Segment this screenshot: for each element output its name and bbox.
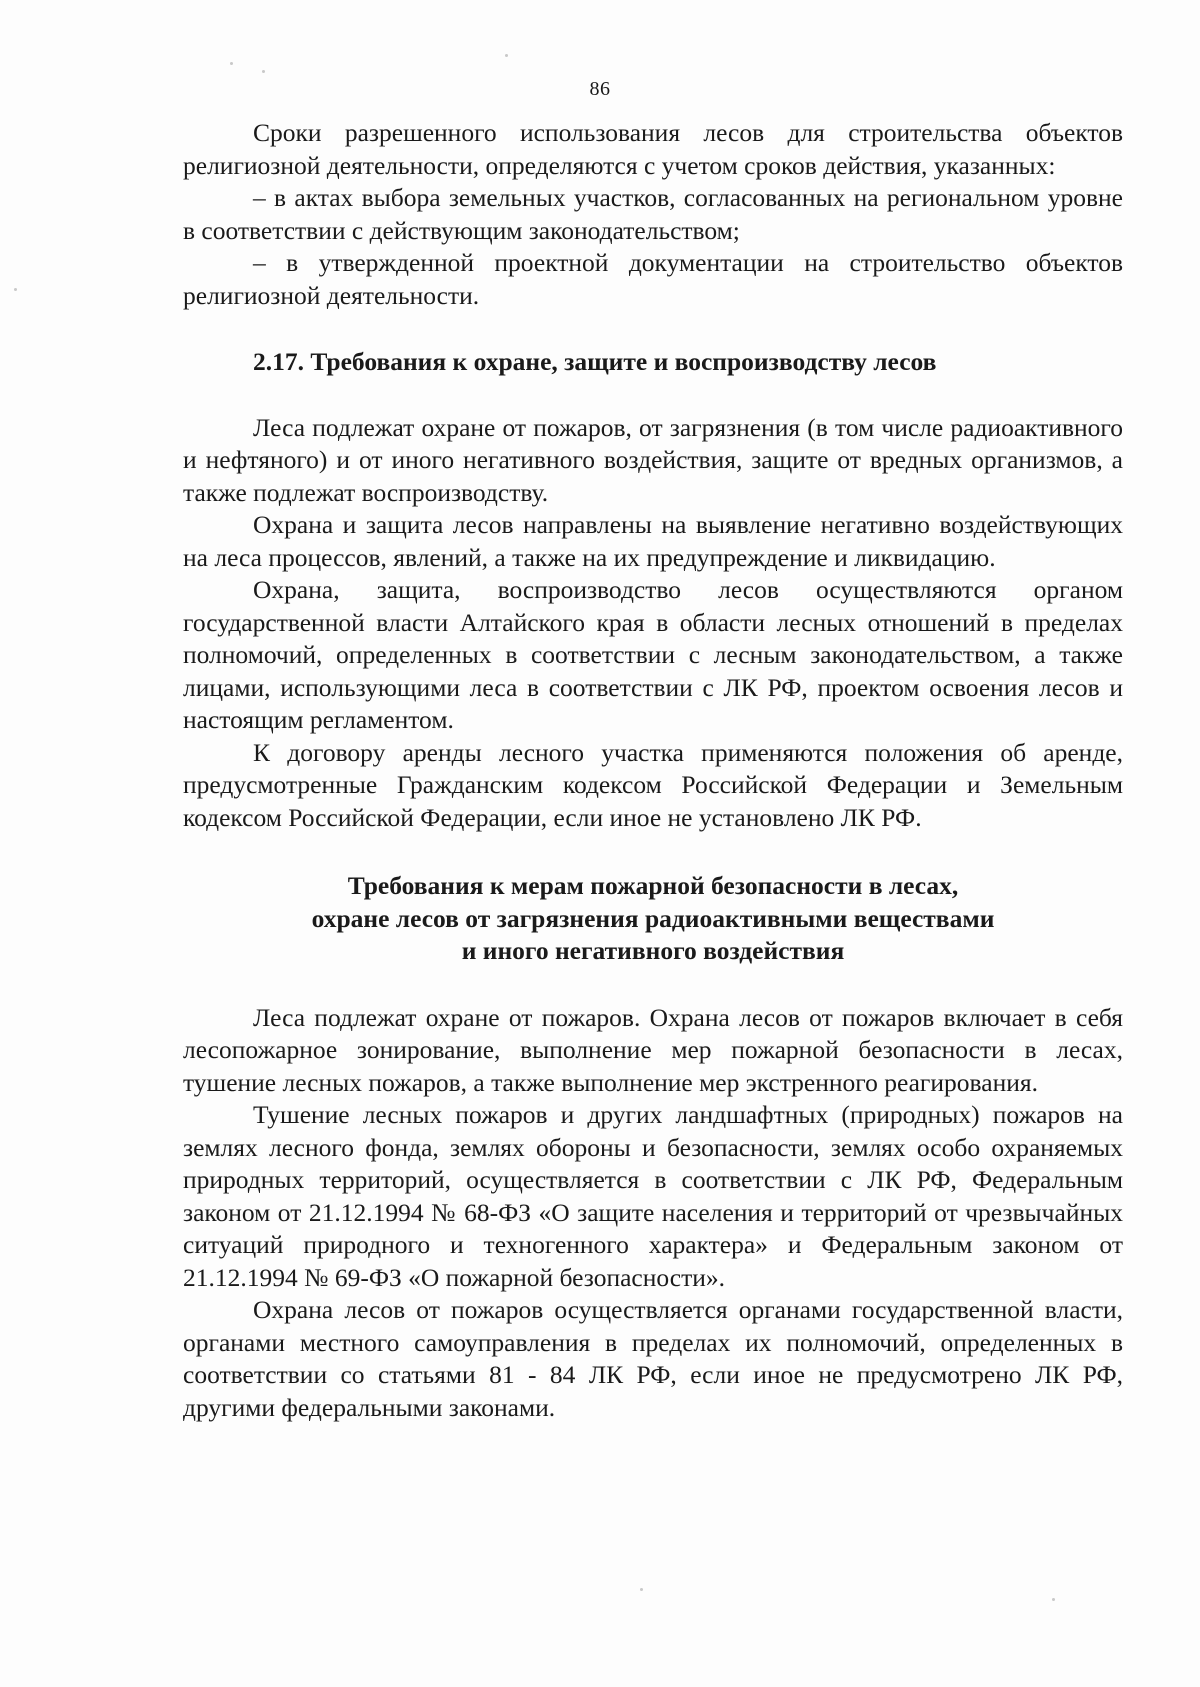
document-body (183, 117, 1123, 1424)
fire-safety-paragraph: Охрана лесов от пожаров осуществляется органами государственной власти, органами местного самоуправления в пределах их полномочий, определенных в соответствии со статьями 81 - 84 ЛК РФ, если иное не предусмотрено ЛК РФ, другими федеральными законами. (183, 1295, 1123, 1422)
intro-list-item: – в утвержденной проектной документации на строительство объектов религиозной деятельности. (183, 248, 1123, 310)
scan-speck (230, 62, 233, 65)
intro-paragraph: Сроки разрешенного использования лесов для строительства объектов религиозной деятельности, определяются с учетом сроков действия, указанных: (183, 118, 1123, 180)
fire-safety-heading-line: охране лесов от загрязнения радиоактивными веществами (311, 903, 995, 933)
intro-list-item: – в актах выбора земельных участков, согласованных на региональном уровне в соответствии с действующим законодательством; (183, 183, 1123, 245)
section-2-17-paragraph: Охрана, защита, воспроизводство лесов осуществляются органом государственной власти Алтайского края в области лесных отношений в пределах полномочий, определенных в соответствии с лесным законодательством, а также лицами, использующими леса в соответствии с ЛК РФ, проектом освоения лесов и настоящим регламентом. (183, 575, 1123, 734)
section-2-17-paragraph: Леса подлежат охране от пожаров, от загрязнения (в том числе радиоактивного и нефтяного) и от иного негативного воздействия, защите от вредных организмов, а также подлежат воспроизводству. (183, 412, 1123, 507)
scan-speck (505, 54, 508, 57)
section-2-17-paragraph: Охрана и защита лесов направлены на выявление негативно воздействующих на леса процессов, явлений, а также на их предупреждение и ликвидацию. (183, 510, 1123, 572)
section-heading-2-17: 2.17. Требования к охране, защите и воспроизводству лесов (253, 347, 937, 376)
scan-speck (1052, 1598, 1055, 1601)
fire-safety-paragraph: Леса подлежат охране от пожаров. Охрана лесов от пожаров включает в себя лесопожарное зонирование, выполнение мер пожарной безопасности в лесах, тушение лесных пожаров, а также выполнение мер экстренного реагирования. (183, 1002, 1123, 1097)
page-number: 86 (589, 78, 611, 100)
fire-safety-heading-line: и иного негативного воздействия (461, 936, 845, 965)
scan-speck (640, 1588, 643, 1591)
scan-speck (14, 288, 17, 291)
fire-safety-paragraph: Тушение лесных пожаров и других ландшафтных (природных) пожаров на землях лесного фонда, землях обороны и безопасности, землях особо охраняемых природных территорий, осуществляется в соответствии с ЛК РФ, Федеральным законом от 21.12.1994 № 68-ФЗ «О защите населения и территорий от чрезвычайных ситуаций природного и техногенного характера» и Федеральным законом от 21.12.1994 № 69-ФЗ «О пожарной безопасности». (183, 1100, 1123, 1292)
fire-safety-heading-line: Требования к мерам пожарной безопасности в лесах, (347, 871, 959, 900)
section-2-17-paragraph: К договору аренды лесного участка применяются положения об аренде, предусмотренные Гражданским кодексом Российской Федерации и Земельным кодексом Российской Федерации, если иное не установлено ЛК РФ. (183, 737, 1123, 832)
fire-safety-heading (183, 870, 1123, 968)
scan-speck (262, 70, 265, 73)
